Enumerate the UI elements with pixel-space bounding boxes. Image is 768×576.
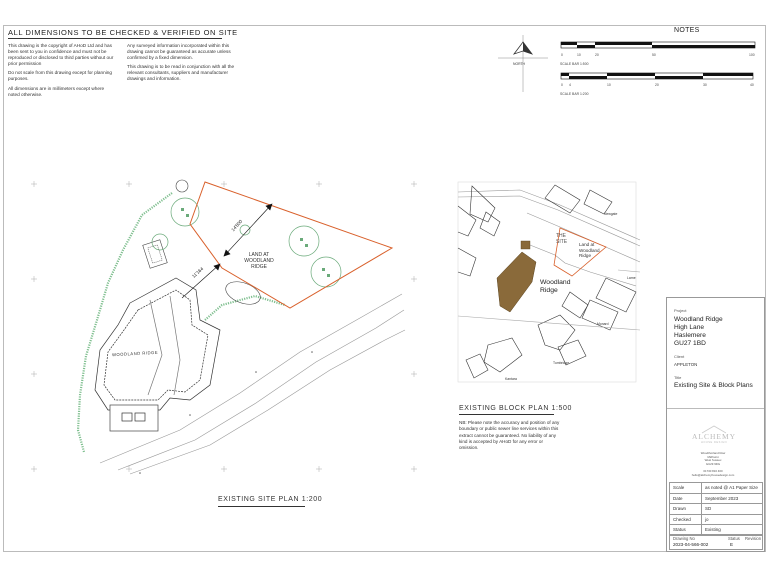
conjunction-note: This drawing is to be read in conjunction with all the relevant consultants, suppliers and manufacturer drawings and information. (127, 64, 235, 81)
block-land-label: Land at Woodland Ridge (579, 242, 600, 259)
neighbour-label: Monard (597, 322, 609, 326)
drawing-no-value: 2023-04-566-002 (673, 542, 709, 547)
address-line: Woodthorland Row (700, 451, 726, 455)
status-value: E (730, 542, 734, 547)
table-key: Checked (670, 514, 702, 525)
project-line-4: GU27 1BD (674, 340, 706, 347)
notes-title: NOTES (674, 27, 700, 34)
neighbour-label: Newgate (604, 212, 618, 216)
scale-tick: 20 (595, 53, 599, 57)
site-road-label: WOODLAND RIDGE (111, 349, 159, 358)
drawing-info-table (669, 482, 763, 536)
scale-bar-200 (561, 73, 753, 79)
grid-crosses (31, 181, 417, 472)
scale-tick: 0 (561, 53, 563, 57)
scale-tick: 4 (569, 83, 571, 87)
project-line-2: High Lane (674, 324, 705, 331)
revision-label: Revision (745, 536, 762, 541)
dimensions-note: All dimensions are in millimeters except where noted otherwise. (8, 86, 105, 97)
table-row (670, 493, 763, 504)
address-line: 01730 816 460 (703, 468, 723, 473)
drawing-no-label: Drawing No (673, 536, 695, 541)
drawing-title: Existing Site & Block Plans (674, 382, 753, 389)
scale-bar-500 (561, 42, 755, 48)
woodland-ridge-building (497, 252, 536, 312)
scale-tick: 100 (749, 53, 755, 57)
scale-tick: 10 (607, 83, 611, 87)
status-label: Status (728, 536, 740, 541)
table-row (670, 514, 763, 525)
title-block-divider (667, 408, 764, 409)
dimension-label-2: 11'164 (191, 266, 205, 279)
table-row (670, 483, 763, 494)
dimension-label-1: 14'800 (230, 218, 244, 233)
scale-tick: 10 (577, 53, 581, 57)
scale-bar-200-caption: SCALE BAR 1:200 (560, 92, 589, 96)
scale-tick: 40 (750, 83, 754, 87)
address-line: GU29 9DG (705, 461, 721, 466)
block-plan-title: EXISTING BLOCK PLAN 1:500 (459, 405, 573, 412)
project-line-1: Woodland Ridge (674, 316, 723, 323)
scale-bar-500-caption: SCALE BAR 1:500 (560, 62, 589, 66)
table-value: SD (702, 504, 763, 515)
table-key: Date (670, 493, 702, 504)
block-woodland-ridge-label: Woodland Ridge (540, 279, 571, 294)
site-land-label: LAND AT WOODLAND RIDGE (244, 252, 274, 270)
header-title: ALL DIMENSIONS TO BE CHECKED & VERIFIED ON SITE (8, 28, 238, 37)
client-label: Client (674, 354, 685, 359)
table-key: Status (670, 525, 702, 536)
address-line: West Sussex (704, 458, 722, 463)
company-address (680, 452, 746, 477)
client-value: APPLETON (674, 362, 698, 367)
block-plan-title-underline (459, 414, 554, 415)
survey-note: Any surveyed information incorporated within this drawing cannot be guaranteed as accurate unless confirmed by a fixed dimension. (127, 43, 231, 60)
neighbour-label: Kantara (505, 377, 517, 381)
table-value: Existing (702, 525, 763, 536)
company-logo (684, 424, 744, 454)
neighbour-label: Tumbridge (553, 361, 570, 365)
scale-tick: 20 (655, 83, 659, 87)
north-label: NORTH (513, 62, 525, 66)
scale-tick: 30 (703, 83, 707, 87)
drawing-number-box (669, 534, 763, 550)
scale-note: Do not scale from this drawing except for planning purposes. (8, 70, 112, 81)
site-plan-title: EXISTING SITE PLAN 1:200 (218, 496, 323, 503)
scale-tick: 0 (561, 83, 563, 87)
outbuilding (521, 241, 530, 249)
dimension-lines (182, 204, 272, 298)
land-boundary (190, 182, 392, 308)
table-value: September 2023 (702, 493, 763, 504)
block-plan-disclaimer: NB: Please note the accuracy and position of any boundary or public sewer line services within this extract cannot be guaranteed. No liability of any kind is accepted by AHoD for any error or omission. (459, 420, 560, 451)
scale-tick: 50 (652, 53, 656, 57)
trees (152, 198, 341, 287)
block-the-site-label: THE SITE (556, 233, 568, 245)
table-value: jo (702, 514, 763, 525)
site-plan-title-underline (218, 506, 305, 507)
table-key: Drawn (670, 504, 702, 515)
table-row (670, 504, 763, 515)
copyright-note: This drawing is the copyright of AHoD Ltd and has been sent to you in confidence and must not be reproduced or disclosed to third parties without our prior permission (8, 43, 114, 66)
project-label: Project (674, 308, 687, 313)
neighbour-label: Larne (627, 276, 636, 280)
logo-text: ALCHEMY (691, 432, 737, 441)
project-line-3: Haslemere (674, 332, 706, 339)
address-line: Midhurst (707, 454, 719, 459)
table-value: as noted @ A1 Paper Size (702, 483, 763, 494)
title-label: Title (674, 375, 682, 380)
address-line: hello@alchemyhousedesign.com (691, 472, 735, 477)
table-key: Scale (670, 483, 702, 494)
logo-subtext: HOUSE DESIGN (701, 441, 727, 444)
